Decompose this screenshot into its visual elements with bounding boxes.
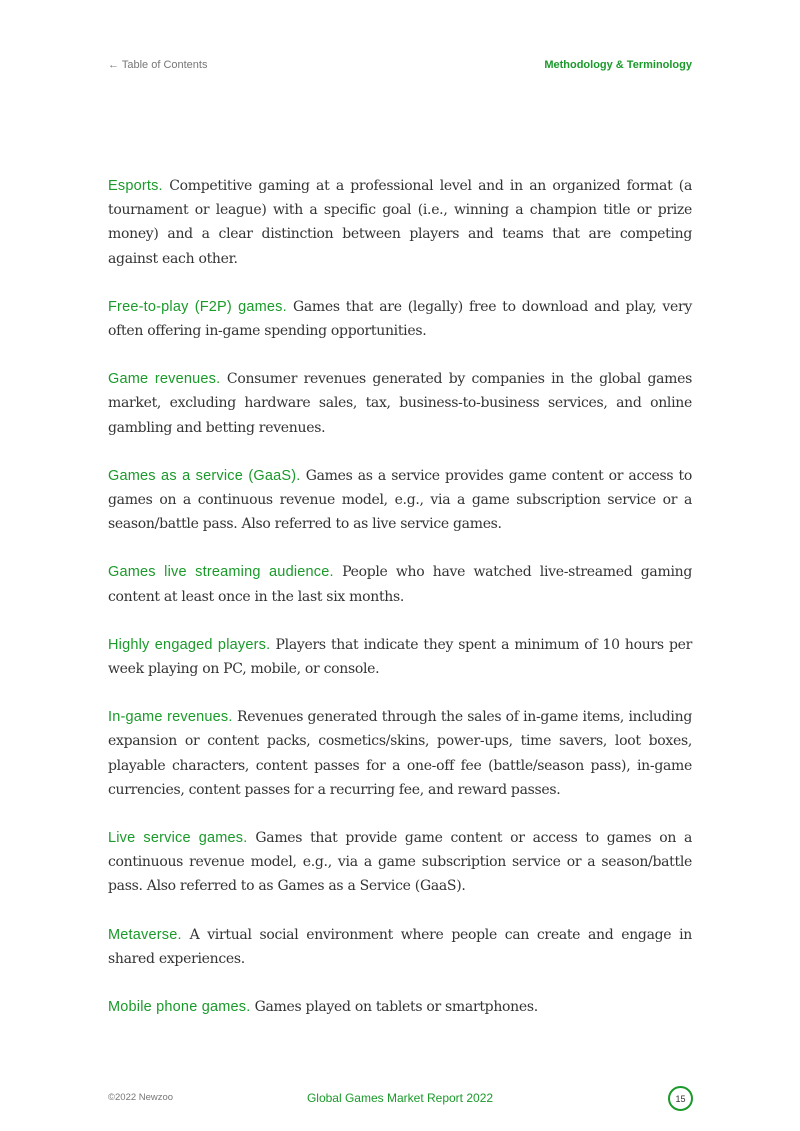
glossary-definition: People who have watched live-streamed gaming content at least once in the last six months.: [108, 564, 692, 605]
glossary-term: Games live streaming audience.: [108, 564, 334, 581]
glossary-term: Games as a service (GaaS).: [108, 467, 301, 484]
glossary-term: Metaverse.: [108, 926, 182, 943]
glossary-definition: Games that are (legally) free to download and play, very often offering in-game spending opportunities.: [108, 298, 693, 340]
glossary-definition: Games that provide game content or access to games on a continuous revenue model, e.g., via a game subscription service or a season/battle pass. Also referred to as Games as a Service (GaaS).: [108, 830, 693, 895]
section-title: Methodology & Terminology: [544, 59, 692, 71]
glossary-term: Free-to-play (F2P) games.: [108, 298, 287, 315]
glossary-term: Mobile phone games.: [108, 999, 251, 1016]
glossary-entry: [108, 633, 692, 681]
glossary-definition: Revenues generated through the sales of in-game items, including expansion or content packs, cosmetics/skins, power-ups, time savers, loot boxes, playable characters, content passes for a one-off fee (battle/season pass), in-game currencies, content passes for a recurring fee, and reward passes.: [108, 709, 692, 798]
glossary-entry: [108, 295, 692, 343]
glossary: [108, 174, 692, 1043]
glossary-entry: [108, 705, 692, 802]
glossary-definition: A virtual social environment where people can create and engage in shared experiences.: [108, 926, 693, 967]
glossary-definition: Players that indicate they spent a minimum of 10 hours per week playing on PC, mobile, or console.: [108, 636, 693, 678]
glossary-entry: [108, 464, 692, 537]
glossary-entry: [108, 826, 692, 899]
glossary-term: Game revenues.: [108, 371, 221, 388]
glossary-definition: Competitive gaming at a professional level and in an organized format (a tournament or league) with a specific goal (i.e., winning a champion title or prize money) and a clear distinction between players and teams that are competing against each other.: [108, 178, 693, 267]
glossary-entry: [108, 174, 692, 271]
glossary-entry: [108, 560, 692, 608]
glossary-term: Live service games.: [108, 830, 248, 847]
glossary-entry: [108, 995, 692, 1019]
glossary-definition: Games as a service provides game content or access to games on a continuous revenue model, e.g., via a game subscription service or a season/battle pass. Also referred to as live service games.: [108, 467, 692, 533]
page-number: 15: [668, 1086, 693, 1111]
report-title: Global Games Market Report 2022: [306, 1091, 494, 1105]
copyright: ©2022 Newzoo: [108, 1092, 174, 1103]
glossary-term: Highly engaged players.: [108, 636, 271, 653]
table-of-contents-link[interactable]: ← Table of Contents: [108, 59, 208, 71]
glossary-entry: [108, 923, 692, 971]
glossary-entry: [108, 367, 692, 440]
glossary-definition: Games played on tablets or smartphones.: [254, 999, 538, 1016]
glossary-term: In-game revenues.: [108, 709, 233, 726]
glossary-term: Esports.: [108, 178, 163, 194]
glossary-definition: Consumer revenues generated by companies in the global games market, excluding hardware sales, tax, business-to-business services, and online gambling and betting revenues.: [108, 371, 693, 436]
